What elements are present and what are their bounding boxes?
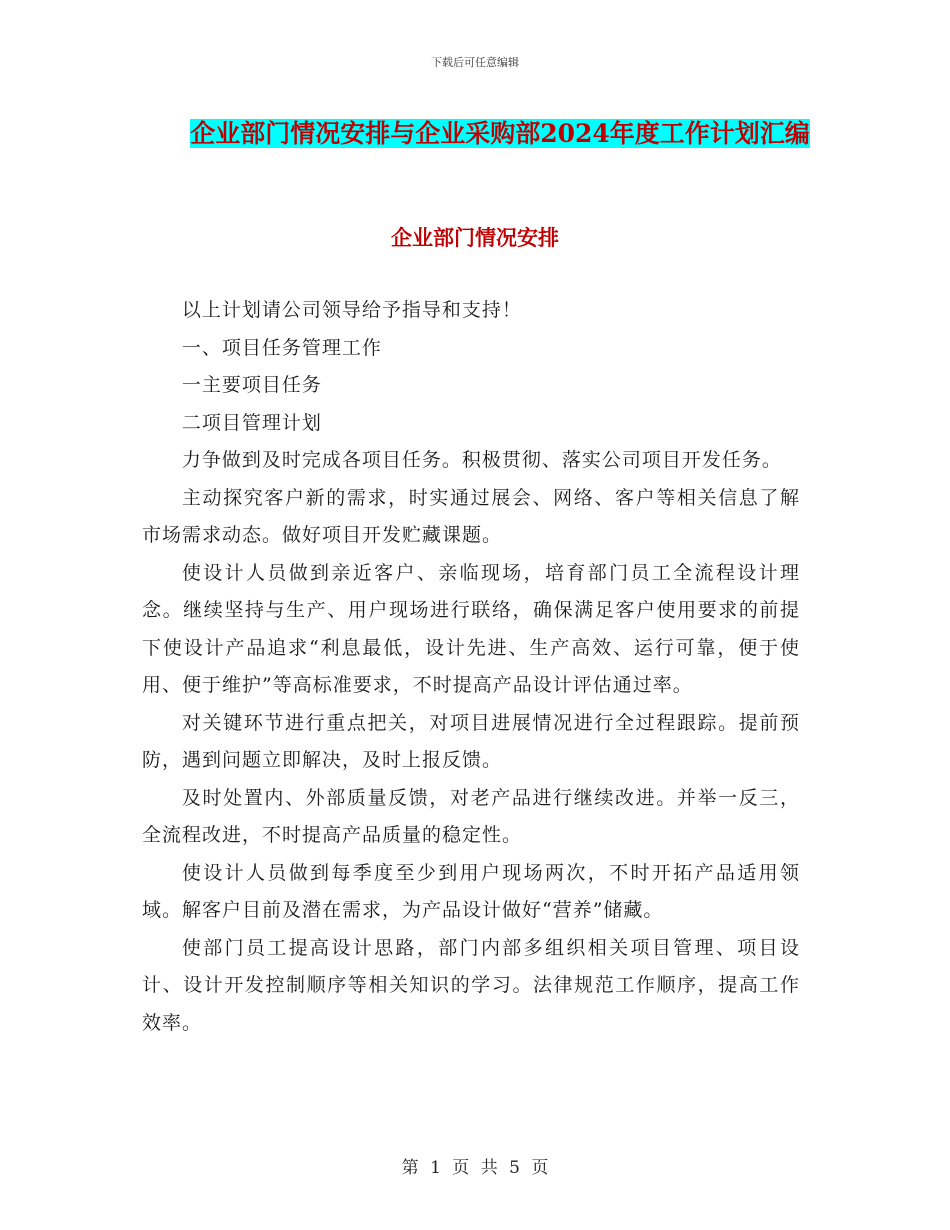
paragraph: 主动探究客户新的需求，时实通过展会、网络、客户等相关信息了解市场需求动态。做好项目开发贮藏课题。 (142, 486, 800, 546)
paragraph: 二项目管理计划 (181, 411, 322, 434)
document-title: 企业部门情况安排与企业采购部2024年度工作计划汇编 (190, 119, 810, 148)
paragraph: 一、项目任务管理工作 (181, 336, 382, 359)
document-title-block (140, 110, 860, 158)
paragraph: 力争做到及时完成各项目任务。积极贯彻、落实公司项目开发任务。 (181, 449, 782, 471)
paragraph: 使部门员工提高设计思路，部门内部多组织相关项目管理、项目设计、设计开发控制顺序等相关知识的学习。法律规范工作顺序，提高工作效率。 (142, 936, 800, 1034)
paragraph: 对关键环节进行重点把关，对项目进展情况进行全过程跟踪。提前预防，遇到问题立即解决，及时上报反馈。 (142, 711, 800, 771)
paragraph: 及时处置内、外部质量反馈，对老产品进行继续改进。并举一反三，全流程改进，不时提高产品质量的稳定性。 (142, 786, 800, 846)
paragraph: 一主要项目任务 (181, 374, 322, 396)
paragraph: 使设计人员做到每季度至少到用户现场两次，不时开拓产品适用领域。解客户目前及潜在需求，为产品设计做好“营养”储藏。 (142, 861, 800, 921)
section-title: 企业部门情况安排 (391, 225, 559, 250)
header-note: 下载后可任意编辑 (431, 56, 519, 69)
paragraph: 使设计人员做到亲近客户、亲临现场，培育部门员工全流程设计理念。继续坚持与生产、用户现场进行联络，确保满足客户使用要求的前提下使设计产品追求“利息最低，设计先进、生产高效、运行可靠，便于使用、便于维护”等高标准要求，不时提高产品设计评估通过率。 (142, 561, 800, 696)
paragraph: 以上计划请公司领导给予指导和支持！ (181, 299, 522, 321)
document-body (142, 292, 800, 1042)
page-footer: 第 1 页 共 5 页 (401, 1158, 549, 1178)
